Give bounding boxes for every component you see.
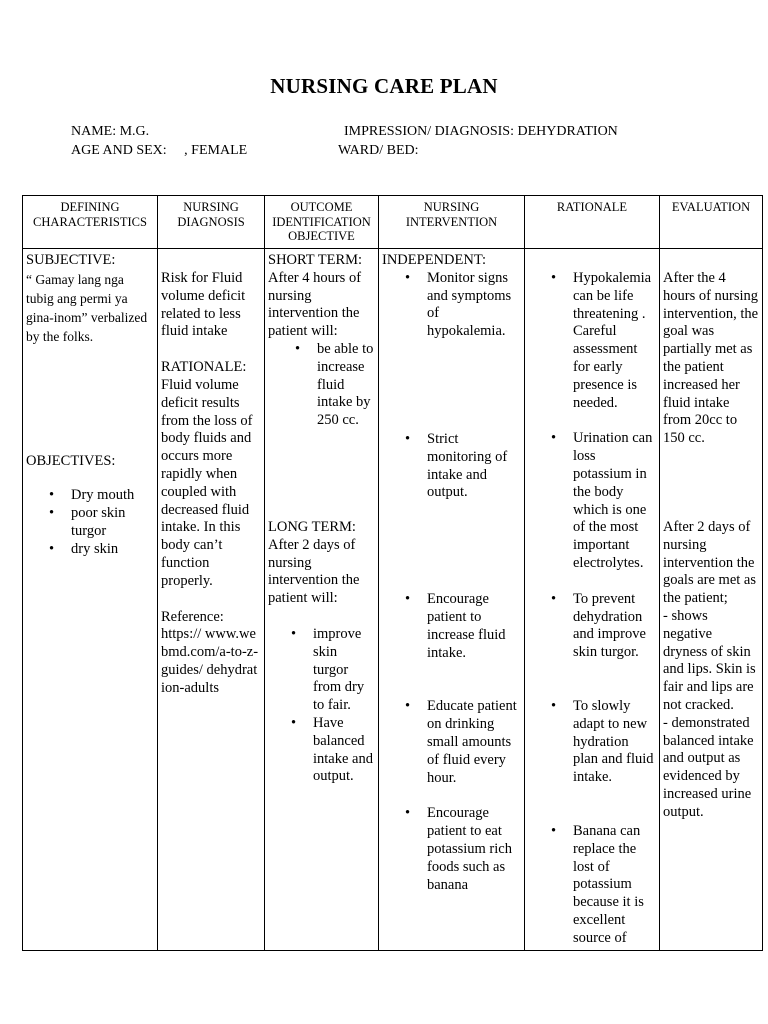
long-term-text: After 2 days of nursing intervention the patient will: — [268, 536, 360, 607]
defining-characteristics-cell — [23, 249, 158, 951]
long-term-goals — [268, 626, 375, 786]
intervention-item: • Encourage patient to increase fluid intake. — [427, 591, 521, 662]
rationale-item: • Banana can replace the lost of potassium because it is excellent source of — [573, 823, 656, 948]
header-nursing-intervention: NURSING INTERVENTION — [379, 196, 525, 249]
objectives-label: OBJECTIVES: — [26, 452, 116, 469]
patient-name: NAME: M.G. — [71, 124, 150, 139]
rationale-item: • Hypokalemia can be life threatening . Careful assessment for early presence is needed. — [573, 270, 656, 412]
header-outcome-identification: OUTCOME IDENTIFICATION OBJECTIVE — [265, 196, 379, 249]
short-term-text: After 4 hours of nursing intervention the patient will: — [268, 269, 362, 340]
long-term-label: LONG TERM: — [268, 518, 356, 535]
impression-diagnosis: IMPRESSION/ DIAGNOSIS: DEHYDRATION — [344, 124, 618, 139]
page-title: NURSING CARE PLAN — [270, 74, 498, 98]
rationale-cell — [525, 249, 660, 951]
care-plan-table — [22, 195, 763, 951]
short-term-label: SHORT TERM: — [268, 252, 363, 268]
age-and-sex: AGE AND SEX: , FEMALE — [71, 143, 248, 158]
objective-item: • Dry mouth — [71, 487, 154, 505]
evaluation-long-item: - demonstrated balanced intake and output as evidenced by increased urine output. — [663, 714, 754, 820]
outcome-cell — [265, 249, 379, 951]
rationale-item: • To slowly adapt to new hydration plan and fluid intake. — [573, 698, 656, 787]
intervention-list — [382, 270, 521, 895]
intervention-item: • Educate patient on drinking small amounts of fluid every hour. — [427, 698, 521, 787]
objective-item: • dry skin — [71, 541, 154, 559]
rationale-item: • To prevent dehydration and improve skin turgor. — [573, 591, 656, 662]
content-row — [23, 249, 763, 951]
intervention-item: • Strict monitoring of intake and output. — [427, 431, 521, 502]
ward-bed: WARD/ BED: — [338, 143, 419, 158]
header-rationale: RATIONALE — [525, 196, 660, 249]
intervention-cell — [379, 249, 525, 951]
diagnosis-rationale-label: RATIONALE: — [161, 359, 247, 376]
header-nursing-diagnosis: NURSING DIAGNOSIS — [158, 196, 265, 249]
evaluation-cell — [660, 249, 763, 951]
evaluation-long-item: - shows negative dryness of skin and lips. Skin is fair and lips are not cracked. — [663, 607, 756, 713]
long-term-goal: • improve skin turgor from dry to fair. — [313, 626, 375, 715]
diagnosis-rationale-text: Fluid volume deficit results from the loss of body fluids and occurs more rapidly when coupled with decreased fluid intake. In this body can’t function properly. — [161, 376, 253, 589]
independent-label: INDEPENDENT: — [382, 252, 486, 268]
objective-item: • poor skin turgor — [71, 505, 154, 541]
long-term-goal: • Have balanced intake and output. — [313, 715, 375, 786]
header-row — [23, 196, 763, 249]
reference-link: https:// www.webmd.com/a-to-z-guides/ dehydration-adults — [161, 626, 259, 696]
short-term-goals — [268, 341, 375, 430]
short-term-goal: • be able to increase fluid intake by 250 cc. — [317, 341, 375, 430]
header-defining-characteristics: DEFINING CHARACTERISTICS — [23, 196, 158, 249]
reference-label: Reference: — [161, 608, 224, 625]
evaluation-short-term: After the 4 hours of nursing intervention, the goal was partially met as the patient increased her fluid intake from 20cc to 150 cc. — [663, 270, 759, 447]
subjective-quote: “ Gamay lang nga tubig ang permi ya gina-inom” verbalized by the folks. — [26, 271, 148, 345]
intervention-item: • Encourage patient to eat potassium rich foods such as banana — [427, 805, 521, 894]
diagnosis-text: Risk for Fluid volume deficit related to less fluid intake — [161, 270, 246, 340]
evaluation-long-term: After 2 days of nursing intervention the goals are met as the patient; — [663, 518, 757, 607]
intervention-item: • Monitor signs and symptoms of hypokalemia. — [427, 270, 521, 341]
rationale-item: • Urination can loss potassium in the body which is one of the most important electrolytes. — [573, 430, 656, 572]
nursing-diagnosis-cell — [158, 249, 265, 951]
header-evaluation: EVALUATION — [660, 196, 763, 249]
subjective-label: SUBJECTIVE: — [26, 252, 116, 268]
objectives-list — [26, 487, 154, 558]
rationale-list — [528, 270, 656, 948]
